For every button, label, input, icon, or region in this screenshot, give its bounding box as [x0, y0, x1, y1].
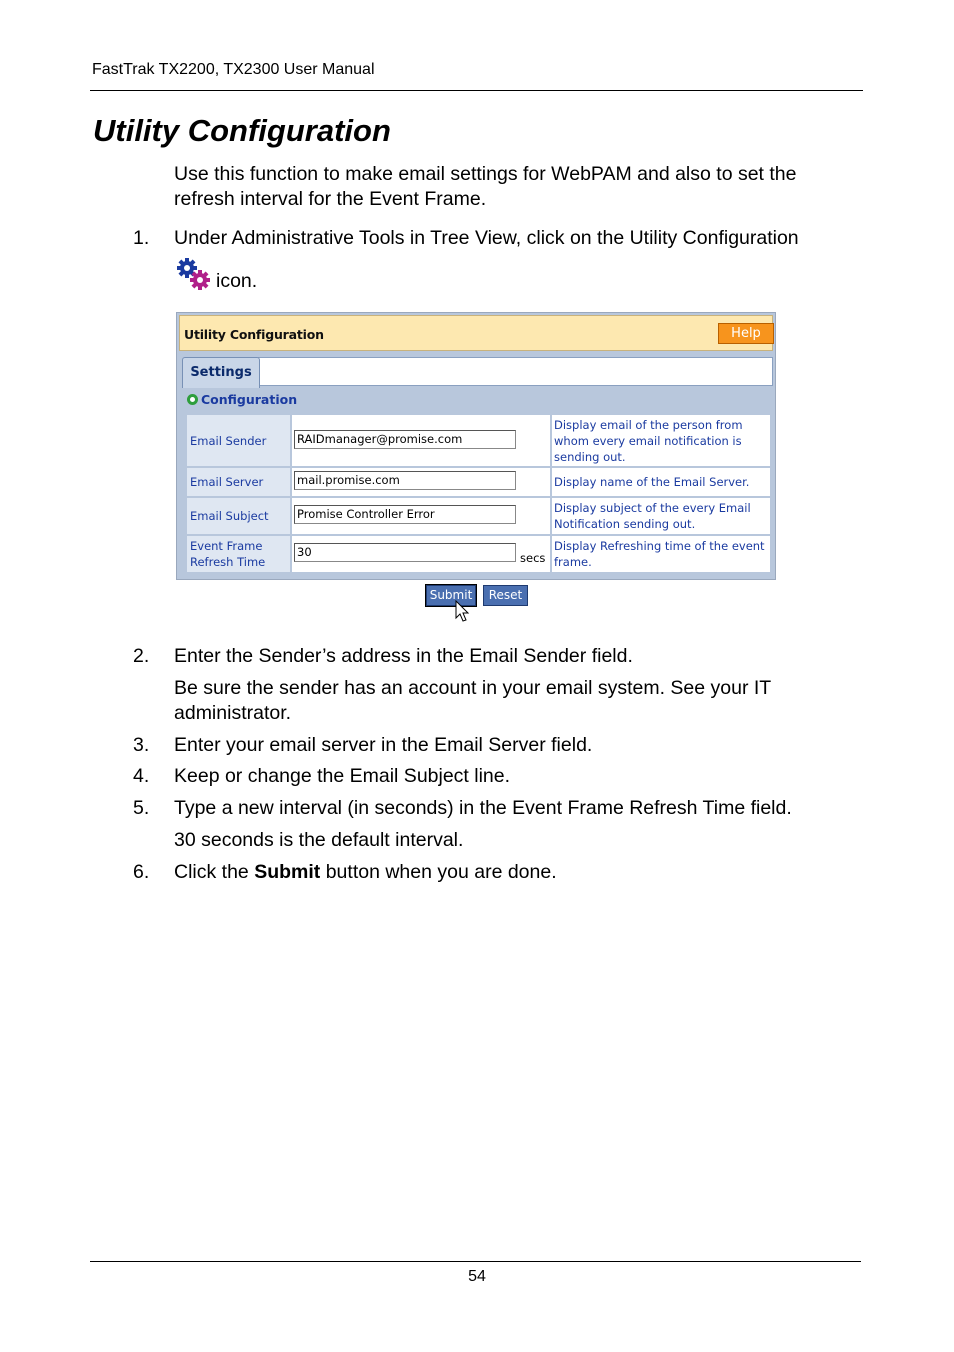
page-number: 54 — [468, 1268, 486, 1285]
email-subject-label: Email Subject — [186, 497, 291, 535]
configuration-table — [185, 413, 772, 574]
tab-settings[interactable]: Settings — [182, 357, 260, 388]
step-text-continued: icon. — [216, 270, 258, 292]
step-text-post: button when you are done. — [320, 861, 557, 883]
step-text: Enter the Sender’s address in the Email Sender field. — [174, 645, 633, 667]
step-text-pre: Click the — [174, 861, 255, 883]
help-button[interactable]: Help — [718, 323, 774, 344]
panel-title-bar — [179, 315, 773, 351]
refresh-time-label: Event Frame Refresh Time — [186, 535, 291, 573]
refresh-time-field[interactable]: 30 — [294, 543, 516, 562]
manual-header: FastTrak TX2200, TX2300 User Manual — [92, 61, 375, 78]
email-sender-label: Email Sender — [186, 414, 291, 467]
utility-configuration-icon — [176, 258, 210, 290]
tab-strip — [258, 357, 773, 386]
step-number: 3. — [133, 734, 150, 756]
email-sender-field[interactable]: RAIDmanager@promise.com — [294, 430, 516, 449]
header-rule — [90, 90, 863, 91]
step-text: Under Administrative Tools in Tree View, click on the Utility Configuration — [174, 227, 799, 249]
step-text: Keep or change the Email Subject line. — [174, 765, 511, 787]
footer-rule — [90, 1261, 861, 1262]
submit-button[interactable]: Submit — [426, 585, 476, 606]
mouse-cursor-icon — [455, 600, 471, 624]
refresh-time-description: Display Refreshing time of the event frame. — [551, 535, 771, 573]
step-note: Be sure the sender has an account in your email system. See your IT administrator. — [174, 677, 771, 724]
step-text — [174, 860, 557, 885]
step-number: 4. — [133, 765, 150, 787]
intro-paragraph: Use this function to make email settings for WebPAM and also to set the refresh interval for the Event Frame. — [174, 163, 797, 210]
refresh-time-unit: secs — [520, 551, 546, 565]
email-subject-description: Display subject of the every Email Notification sending out. — [551, 497, 771, 535]
configuration-heading — [187, 392, 297, 407]
email-sender-description: Display email of the person from whom every email notification is sending out. — [551, 414, 771, 467]
utility-configuration-panel — [176, 312, 776, 580]
table-row — [186, 497, 771, 535]
table-row — [186, 467, 771, 497]
step-text-bold: Submit — [254, 861, 321, 883]
email-server-description: Display name of the Email Server. — [551, 467, 771, 497]
section-title: Utility Configuration — [93, 113, 391, 148]
step-number: 6. — [133, 861, 150, 883]
panel-title: Utility Configuration — [184, 327, 324, 342]
configuration-label: Configuration — [201, 392, 298, 407]
reset-button[interactable]: Reset — [483, 585, 528, 606]
step-text: Enter your email server in the Email Server field. — [174, 734, 593, 756]
email-server-label: Email Server — [186, 467, 291, 497]
step-number: 2. — [133, 645, 150, 667]
step-number: 1. — [133, 227, 150, 249]
step-text: Type a new interval (in seconds) in the Event Frame Refresh Time field. — [174, 797, 792, 819]
email-server-field[interactable]: mail.promise.com — [294, 471, 516, 490]
table-row — [186, 414, 771, 467]
configuration-bullet-icon — [187, 394, 198, 405]
email-subject-field[interactable]: Promise Controller Error — [294, 505, 516, 524]
step-number: 5. — [133, 797, 150, 819]
table-row — [186, 535, 771, 573]
step-note: 30 seconds is the default interval. — [174, 829, 464, 851]
